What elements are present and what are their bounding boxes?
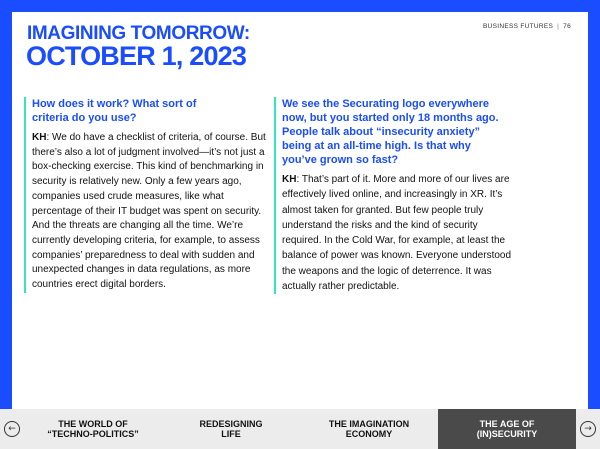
nav-item-line2: (IN)SECURITY xyxy=(476,429,538,439)
arrow-right-icon: → xyxy=(580,421,596,437)
nav-item-line1: THE IMAGINATION xyxy=(328,419,410,429)
page xyxy=(12,12,588,409)
nav-item-line1: THE WORLD OF xyxy=(58,419,128,429)
right-question: We see the Securating logo everywhere now, but you started only 18 months ago. People talk about “insecurity anxiety” being at an all-time high. Is that why you’ve grown so fast? xyxy=(282,98,499,166)
arrow-left-icon: ← xyxy=(4,421,20,437)
right-column xyxy=(274,97,524,294)
nav-item-line1: REDESIGNING xyxy=(199,419,263,429)
nav-item-age-of-insecurity[interactable] xyxy=(438,409,576,449)
page-title-line1: IMAGINING TOMORROW: xyxy=(27,23,250,44)
section-label: BUSINESS FUTURES xyxy=(482,23,554,30)
right-answer-text: : That’s part of it. More and more of our lives are effectively lived online, and increasingly in XR. It’s almost taken for granted. But few people truly understand the risks and the kind of security required. In the Cold War, for example, at least the balance of power was known. Everyone understood the weapons and the logic of deterrence. It was actually rather predictable. xyxy=(282,174,512,293)
bottom-navigation xyxy=(0,409,600,449)
nav-item-imagination-economy[interactable] xyxy=(300,409,438,449)
nav-item-line2: LIFE xyxy=(221,429,241,439)
nav-item-line2: “TECHNO-POLITICS” xyxy=(47,429,139,439)
nav-item-techno-politics[interactable] xyxy=(24,409,162,449)
left-question: How does it work? What sort of criteria do you use? xyxy=(32,98,197,124)
right-speaker: KH xyxy=(282,174,297,185)
right-answer xyxy=(282,172,518,294)
nav-item-line1: THE AGE OF xyxy=(479,419,535,429)
page-title-line2: OCTOBER 1, 2023 xyxy=(26,41,247,71)
nav-item-redesigning-life[interactable] xyxy=(162,409,300,449)
nav-item-line2: ECONOMY xyxy=(345,429,393,439)
left-speaker: KH xyxy=(32,132,47,143)
left-answer-text: : We do have a checklist of criteria, of course. But there’s also a lot of judgment involved—it’s not just a box-checking exercise. This kind of benchmarking in security is relatively new. Only a few years ago, companies used crude measures, like what percentage of their IT budget was spent on security. And the threats are changing all the time. We’re currently developing criteria, for example, to assess companies’ preparedness to deal with sudden and unexpected changes in data regulations, as more countries erect digital borders. xyxy=(32,132,266,291)
prev-button[interactable] xyxy=(0,409,24,449)
page-number: 76 xyxy=(563,23,571,30)
left-answer xyxy=(32,131,267,293)
header-separator: | xyxy=(557,23,560,30)
next-button[interactable] xyxy=(576,409,600,449)
left-column xyxy=(24,97,272,293)
header-meta xyxy=(483,23,571,30)
